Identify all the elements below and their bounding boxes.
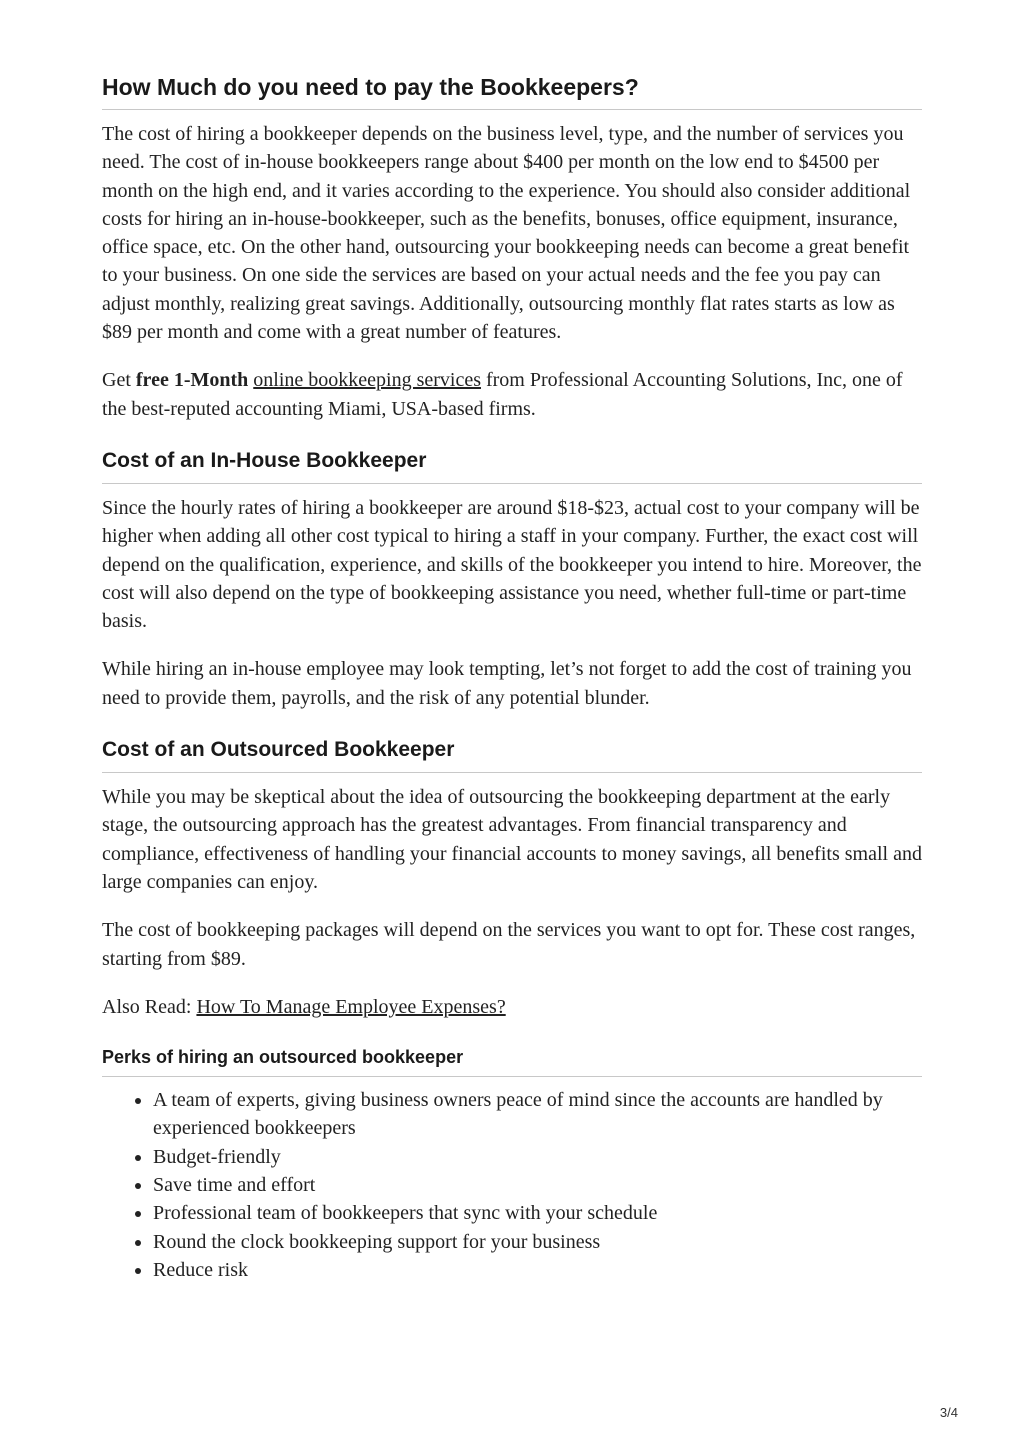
paragraph-cost-overview: The cost of hiring a bookkeeper depends on the business level, type, and the number of services you need. The cost of in-house bookkeepers range about $400 per month on the low end to $4500 per month on the high end, and it varies according to the experience. You should also consider additional costs for hiring an in-house-bookkeeper, such as the benefits, bonuses, office equipment, insurance, office space, etc. On the other hand, outsourcing your bookkeeping needs can become a great benefit to your business. On one side the services are based on your actual needs and the fee you pay can adjust monthly, realizing great savings. Additionally, outsourcing monthly flat rates starts as low as $89 per month and come with a great number of features.: [102, 123, 911, 344]
paragraph-outsourced-advantages: While you may be skeptical about the idea of outsourcing the bookkeeping department at the early stage, the outsourcing approach has the greatest advantages. From financial transparency and compliance, effectiveness of handling your financial accounts to money savings, all benefits small and large companies can enjoy.: [102, 786, 922, 893]
list-item: • Save time and effort: [153, 1171, 922, 1199]
section-heading-in-house: Cost of an In-House Bookkeeper: [102, 446, 922, 484]
list-item: • Budget-friendly: [153, 1143, 922, 1171]
section-heading-perks: Perks of hiring an outsourced bookkeeper: [102, 1044, 922, 1077]
list-item: • Professional team of bookkeepers that sync with your schedule: [153, 1199, 922, 1227]
also-read-prefix: Also Read:: [102, 995, 197, 1018]
section-heading-outsourced: Cost of an Outsourced Bookkeeper: [102, 735, 922, 773]
paragraph-in-house-risks: While hiring an in-house employee may look tempting, let’s not forget to add the cost of training you need to provide them, payrolls, and the risk of any potential blunder.: [102, 658, 912, 709]
page-number: 3/4: [939, 1405, 958, 1420]
perks-list: [102, 1086, 922, 1284]
list-item: • Round the clock bookkeeping support for your business: [153, 1228, 922, 1256]
document-page: [102, 70, 922, 1284]
paragraph-free-month-offer: [102, 366, 922, 423]
paragraph-outsourced-packages: The cost of bookkeeping packages will depend on the services you want to opt for. These cost ranges, starting from $89.: [102, 919, 916, 970]
also-read-line: [102, 993, 922, 1021]
section-heading-bookkeeper-pay: How Much do you need to pay the Bookkeepers?: [102, 70, 922, 110]
online-bookkeeping-services-link[interactable]: online bookkeeping services: [253, 369, 481, 392]
employee-expenses-link[interactable]: How To Manage Employee Expenses?: [196, 995, 506, 1018]
list-item: • A team of experts, giving business owners peace of mind since the accounts are handled by experienced bookkeepers: [153, 1086, 922, 1143]
list-item: • Reduce risk: [153, 1256, 922, 1284]
offer-suffix-text: from Professional Accounting Solutions, Inc, one of the best-reputed accounting Miami, USA-based firms.: [102, 369, 903, 420]
paragraph-in-house-rates: Since the hourly rates of hiring a bookkeeper are around $18-$23, actual cost to your company will be higher when adding all other cost typical to hiring a staff in your company. Further, the exact cost will depend on the qualification, experience, and skills of the bookkeeper you intend to hire. Moreover, the cost will also depend on the type of bookkeeping assistance you need, whether full-time or part-time basis.: [102, 496, 922, 633]
offer-bold-text: free 1-Month: [135, 369, 249, 392]
offer-prefix-text: Get: [102, 369, 136, 392]
